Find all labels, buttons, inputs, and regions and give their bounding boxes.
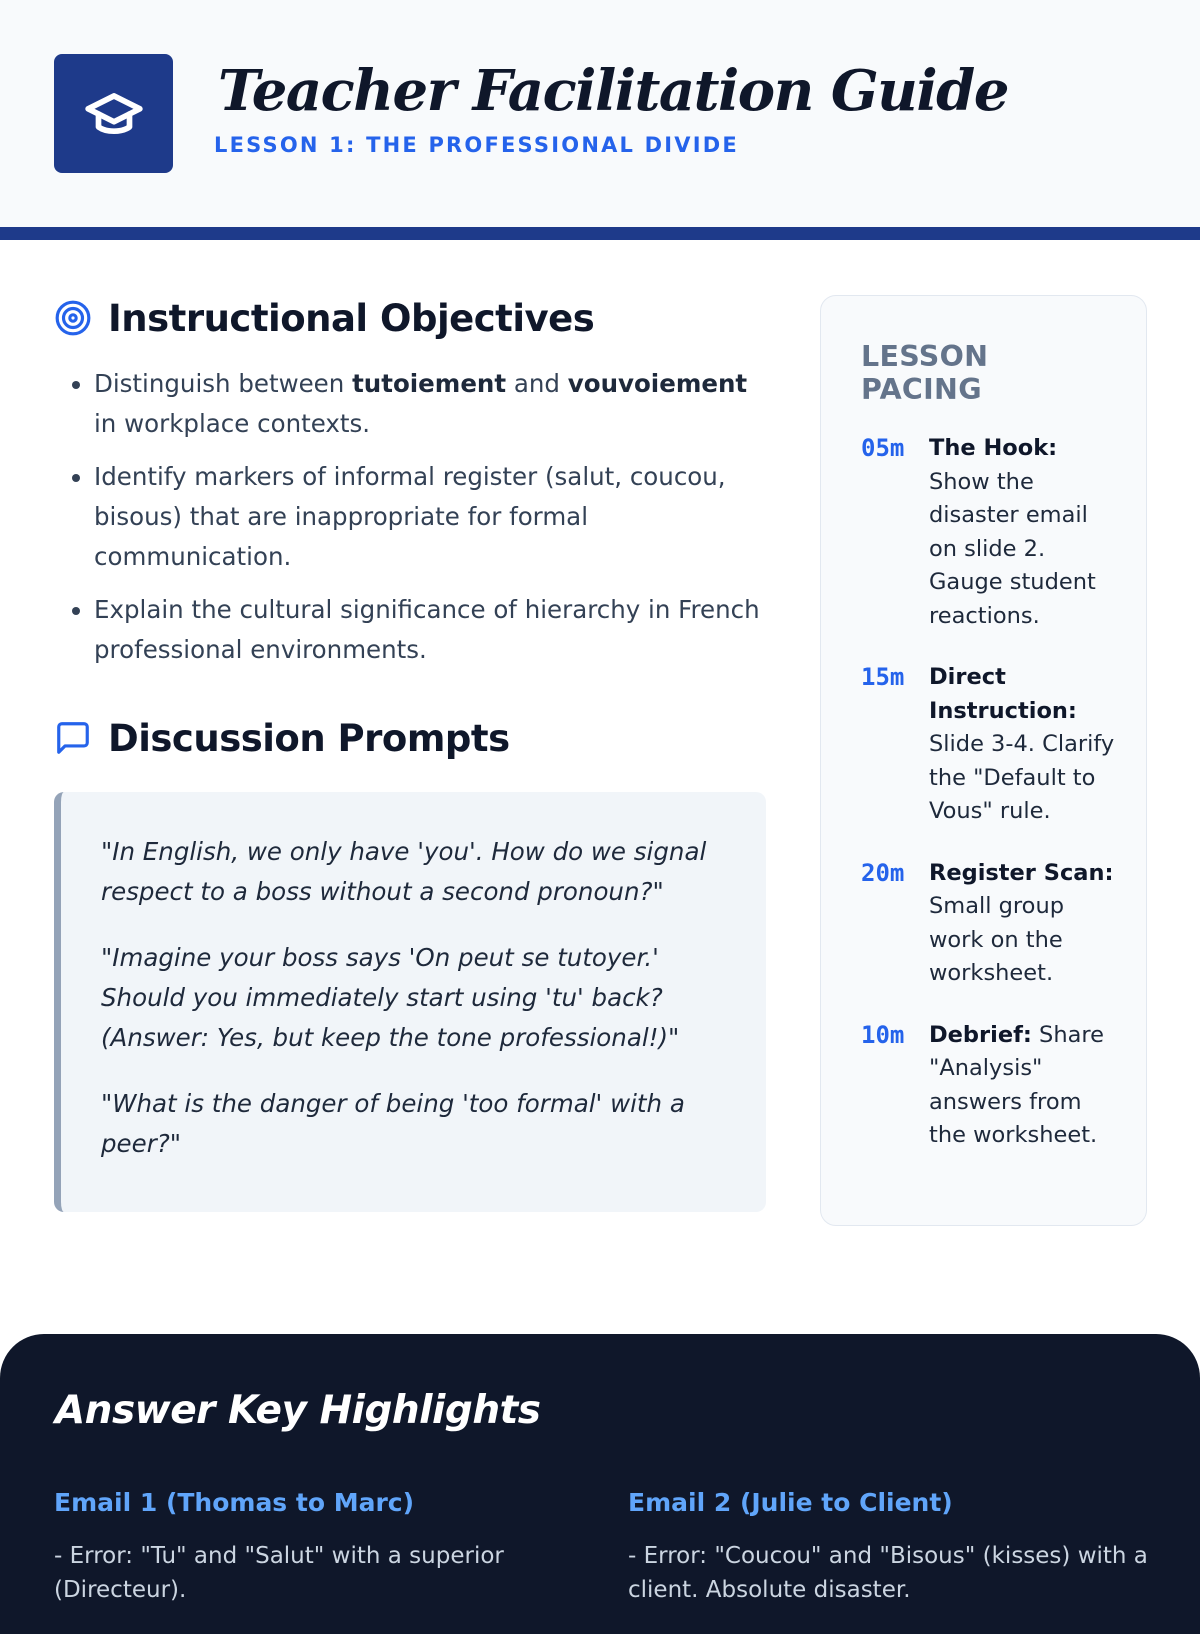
pacing-description: Register Scan: Small group work on the worksheet. [929,859,1114,986]
target-icon [54,299,92,337]
answer-email-title: Email 1 (Thomas to Marc) [54,1488,415,1517]
logo-badge [54,54,173,173]
chat-bubble-icon [54,719,92,757]
pacing-description: The Hook: Show the disaster email on slide 2. Gauge student reactions. [929,435,1096,629]
discussion-prompt: "What is the danger of being 'too formal' with a peer?" [101,1089,685,1158]
pacing-item [861,857,1116,991]
objectives-header [54,294,766,342]
discussion-prompts-box [54,792,766,1212]
answer-email-2 [628,1488,1168,1607]
pacing-time: 20m [861,858,905,887]
page-title: Teacher Facilitation Guide [218,58,1008,124]
graduation-cap-icon [83,83,145,145]
pacing-heading: LESSON PACING [861,340,989,406]
lesson-subtitle: LESSON 1: THE PROFESSIONAL DIVIDE [214,133,739,157]
discussion-heading: Discussion Prompts [108,716,510,760]
answer-email-text: - Error: "Tu" and "Salut" with a superior (Directeur). [54,1543,504,1603]
discussion-prompt: "In English, we only have 'you'. How do we signal respect to a boss without a second pronoun?" [101,837,707,906]
objectives-list [54,364,766,670]
answer-key-section [0,1334,1200,1634]
answer-email-title: Email 2 (Julie to Client) [628,1488,953,1517]
list-item: • Distinguish between tutoiement and vouvoiement in workplace contexts. [94,364,766,444]
page-header [0,0,1200,240]
answer-email-text: - Error: "Coucou" and "Bisous" (kisses) with a client. Absolute disaster. [628,1543,1148,1603]
pacing-description: Debrief: Share "Analysis" answers from the worksheet. [929,1021,1104,1148]
pacing-description: Direct Instruction: Slide 3-4. Clarify the "Default to Vous" rule. [929,664,1115,824]
pacing-item [861,1019,1116,1153]
pacing-item [861,432,1116,633]
answer-key-heading: Answer Key Highlights [55,1388,541,1433]
pacing-time: 05m [861,434,905,462]
pacing-item [861,661,1116,829]
pacing-time: 10m [861,1020,905,1049]
list-item: • Explain the cultural significance of hierarchy in French professional environments. [94,590,766,670]
list-item: • Identify markers of informal register (salut, coucou, bisous) that are inappropriate for formal communication. [94,457,766,577]
main-column [54,294,766,1212]
discussion-prompt: "Imagine your boss says 'On peut se tutoyer.' Should you immediately start using 'tu' back? (Answer: Yes, but keep the tone professional!)" [101,943,680,1052]
pacing-time: 15m [861,663,905,691]
discussion-header [54,714,766,762]
lesson-pacing-card [820,295,1147,1226]
answer-email-1 [54,1488,594,1607]
objectives-heading: Instructional Objectives [108,296,595,340]
